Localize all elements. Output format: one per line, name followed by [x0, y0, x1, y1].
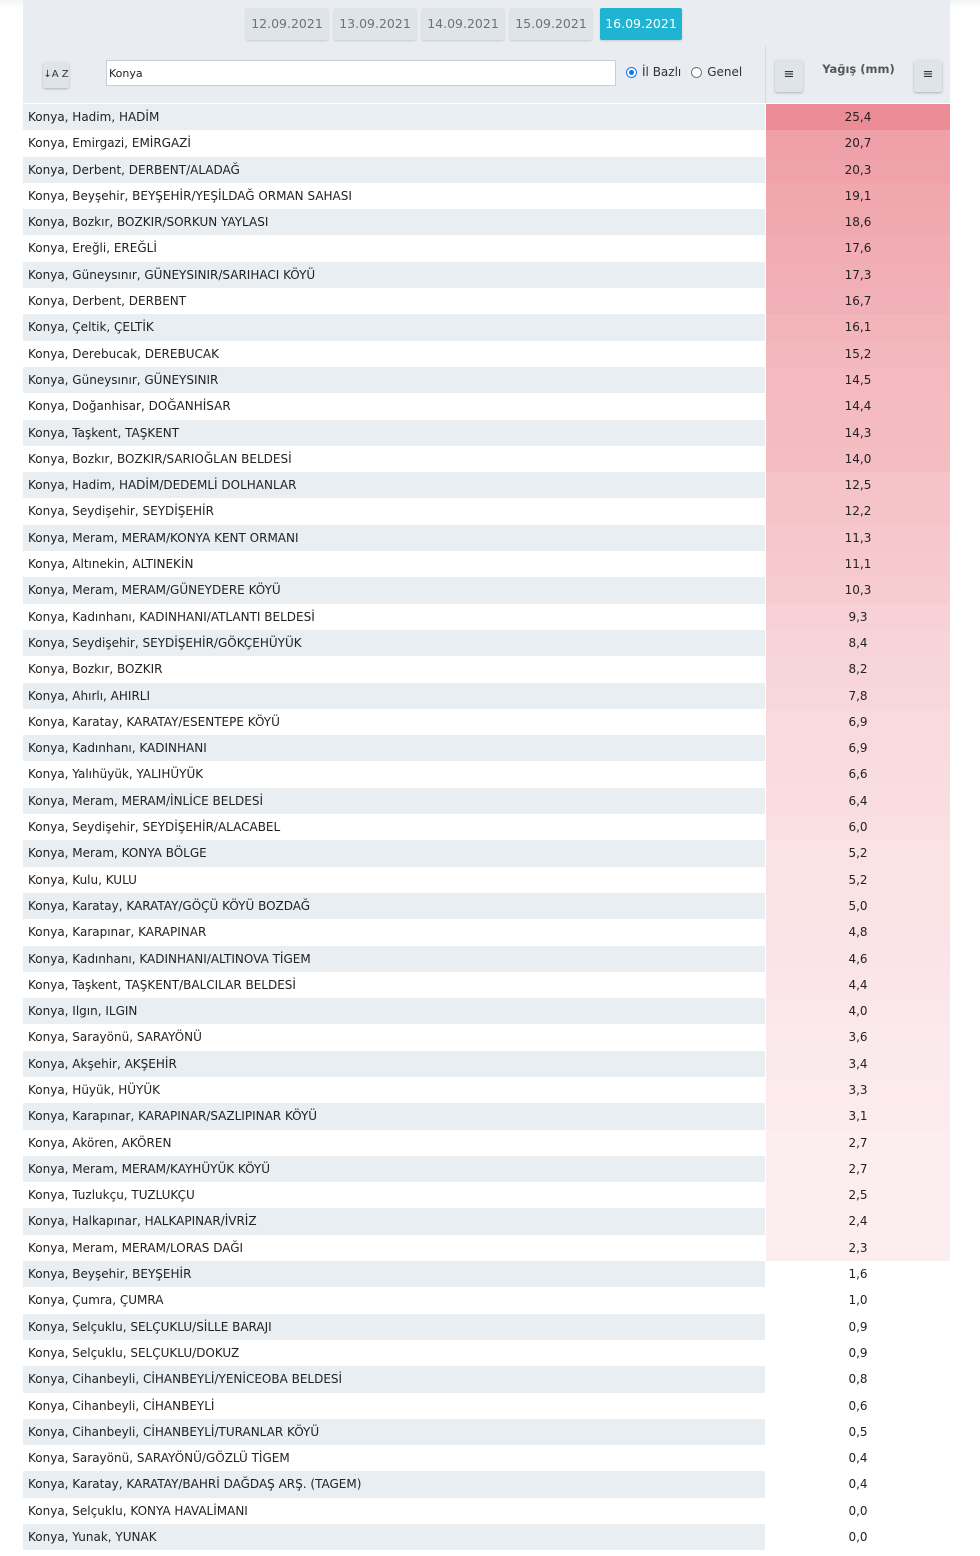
table-row[interactable]: [23, 1235, 950, 1261]
table-row[interactable]: [23, 1077, 950, 1103]
rainfall-value: 0,5: [765, 1419, 950, 1445]
station-name: Konya, Cihanbeyli, CİHANBEYLİ: [23, 1393, 765, 1419]
table-row[interactable]: [23, 446, 950, 472]
rainfall-value: 2,5: [765, 1182, 950, 1208]
station-name: Konya, Meram, MERAM/KONYA KENT ORMANI: [23, 525, 765, 551]
rainfall-value: 6,4: [765, 788, 950, 814]
rainfall-value: 20,3: [765, 157, 950, 183]
rainfall-value: 18,6: [765, 209, 950, 235]
station-name: Konya, Güneysınır, GÜNEYSINIR/SARIHACI KÖYÜ: [23, 262, 765, 288]
rainfall-value: 2,7: [765, 1130, 950, 1156]
rainfall-value: 8,2: [765, 656, 950, 682]
station-name: Konya, Akşehir, AKŞEHİR: [23, 1051, 765, 1077]
station-name: Konya, Karatay, KARATAY/BAHRİ DAĞDAŞ ARŞ. (TAGEM): [23, 1471, 765, 1497]
table-row[interactable]: [23, 1156, 950, 1182]
table-row[interactable]: [23, 498, 950, 524]
rainfall-value: 2,4: [765, 1208, 950, 1234]
table-row[interactable]: [23, 1419, 950, 1445]
search-input[interactable]: [106, 60, 616, 86]
table-row[interactable]: [23, 157, 950, 183]
rainfall-value: 0,9: [765, 1314, 950, 1340]
table-row[interactable]: [23, 1208, 950, 1234]
station-name: Konya, Ereğli, EREĞLİ: [23, 235, 765, 261]
table-row[interactable]: [23, 814, 950, 840]
station-name: Konya, Karapınar, KARAPINAR: [23, 919, 765, 945]
table-row[interactable]: [23, 367, 950, 393]
station-name: Konya, Yunak, YUNAK: [23, 1524, 765, 1550]
rainfall-value: 1,6: [765, 1261, 950, 1287]
rainfall-value: 14,5: [765, 367, 950, 393]
station-name: Konya, Bozkır, BOZKIR/SARIOĞLAN BELDESİ: [23, 446, 765, 472]
station-name: Konya, Doğanhisar, DOĞANHİSAR: [23, 393, 765, 419]
rainfall-value: 0,0: [765, 1524, 950, 1550]
station-name: Konya, Karapınar, KARAPINAR/SAZLIPINAR KÖYÜ: [23, 1103, 765, 1129]
station-name: Konya, Cihanbeyli, CİHANBEYLİ/TURANLAR KÖYÜ: [23, 1419, 765, 1445]
table-row[interactable]: [23, 1471, 950, 1497]
table-row[interactable]: [23, 1498, 950, 1524]
rainfall-value: 3,1: [765, 1103, 950, 1129]
value-column-title: Yağış (mm): [822, 62, 895, 76]
filter-controls: [23, 46, 950, 103]
station-name: Konya, Güneysınır, GÜNEYSINIR: [23, 367, 765, 393]
rainfall-value: 14,3: [765, 420, 950, 446]
station-name: Konya, Selçuklu, SELÇUKLU/SİLLE BARAJI: [23, 1314, 765, 1340]
station-name: Konya, Kulu, KULU: [23, 867, 765, 893]
rainfall-value: 11,3: [765, 525, 950, 551]
rainfall-value: 25,4: [765, 104, 950, 130]
station-name: Konya, Selçuklu, KONYA HAVALİMANI: [23, 1498, 765, 1524]
table-row[interactable]: [23, 1024, 950, 1050]
station-name: Konya, Taşkent, TAŞKENT/BALCILAR BELDESİ: [23, 972, 765, 998]
rainfall-value: 0,9: [765, 1340, 950, 1366]
rainfall-value: 4,4: [765, 972, 950, 998]
station-list: [23, 104, 950, 1550]
station-name: Konya, Meram, MERAM/GÜNEYDERE KÖYÜ: [23, 577, 765, 603]
station-name: Konya, Bozkır, BOZKIR/SORKUN YAYLASI: [23, 209, 765, 235]
rainfall-value: 16,7: [765, 288, 950, 314]
value-column-header: [765, 46, 951, 103]
sort-desc-icon: ≡: [783, 67, 795, 82]
table-row[interactable]: [23, 1287, 950, 1313]
table-row[interactable]: [23, 525, 950, 551]
station-name: Konya, Cihanbeyli, CİHANBEYLİ/YENİCEOBA BELDESİ: [23, 1366, 765, 1392]
table-row[interactable]: [23, 341, 950, 367]
rainfall-value: 20,7: [765, 130, 950, 156]
station-name: Konya, Hadim, HADİM: [23, 104, 765, 130]
station-name: Konya, Tuzlukçu, TUZLUKÇU: [23, 1182, 765, 1208]
table-row[interactable]: [23, 262, 950, 288]
rainfall-value: 16,1: [765, 314, 950, 340]
rainfall-value: 0,6: [765, 1393, 950, 1419]
rainfall-value: 6,9: [765, 735, 950, 761]
date-tab-4[interactable]: 15.09.2021: [510, 8, 592, 40]
rainfall-panel: [23, 0, 950, 1556]
station-name: Konya, Yalıhüyük, YALIHÜYÜK: [23, 761, 765, 787]
table-row[interactable]: [23, 209, 950, 235]
station-name: Konya, Taşkent, TAŞKENT: [23, 420, 765, 446]
table-row[interactable]: [23, 1051, 950, 1077]
station-name: Konya, Beyşehir, BEYŞEHİR: [23, 1261, 765, 1287]
table-row[interactable]: [23, 656, 950, 682]
rainfall-value: 3,4: [765, 1051, 950, 1077]
table-row[interactable]: [23, 709, 950, 735]
station-name: Konya, Selçuklu, SELÇUKLU/DOKUZ: [23, 1340, 765, 1366]
scope-radio-group: [626, 65, 752, 79]
table-row[interactable]: [23, 1445, 950, 1471]
rainfall-value: 3,3: [765, 1077, 950, 1103]
station-name: Konya, Seydişehir, SEYDİŞEHİR: [23, 498, 765, 524]
rainfall-value: 12,2: [765, 498, 950, 524]
rainfall-value: 12,5: [765, 472, 950, 498]
table-row[interactable]: [23, 1524, 950, 1550]
station-name: Konya, Kadınhanı, KADINHANI/ATLANTI BELDESİ: [23, 604, 765, 630]
station-name: Konya, Derbent, DERBENT/ALADAĞ: [23, 157, 765, 183]
rainfall-value: 8,4: [765, 630, 950, 656]
table-row[interactable]: [23, 788, 950, 814]
table-row[interactable]: [23, 314, 950, 340]
sort-bar-button[interactable]: [914, 60, 942, 92]
station-name: Konya, Seydişehir, SEYDİŞEHİR/GÖKÇEHÜYÜK: [23, 630, 765, 656]
table-row[interactable]: [23, 1103, 950, 1129]
station-name: Konya, Çeltik, ÇELTİK: [23, 314, 765, 340]
table-row[interactable]: [23, 235, 950, 261]
station-name: Konya, Seydişehir, SEYDİŞEHİR/ALACABEL: [23, 814, 765, 840]
rainfall-value: 5,2: [765, 867, 950, 893]
rainfall-value: 0,0: [765, 1498, 950, 1524]
table-row[interactable]: [23, 604, 950, 630]
radio-genel-label[interactable]: Genel: [707, 65, 743, 79]
table-row[interactable]: [23, 1130, 950, 1156]
station-name: Konya, Kadınhanı, KADINHANI: [23, 735, 765, 761]
table-row[interactable]: [23, 1314, 950, 1340]
table-row[interactable]: [23, 630, 950, 656]
sort-alpha-button[interactable]: [43, 62, 69, 88]
station-name: Konya, Ilgın, ILGIN: [23, 998, 765, 1024]
date-tab-3[interactable]: 14.09.2021: [422, 8, 504, 40]
station-name: Konya, Hadim, HADİM/DEDEMLİ DOLHANLAR: [23, 472, 765, 498]
table-row[interactable]: [23, 840, 950, 866]
table-row[interactable]: [23, 946, 950, 972]
table-row[interactable]: [23, 130, 950, 156]
station-name: Konya, Beyşehir, BEYŞEHİR/YEŞİLDAĞ ORMAN SAHASI: [23, 183, 765, 209]
rainfall-value: 0,4: [765, 1445, 950, 1471]
rainfall-value: 5,2: [765, 840, 950, 866]
rainfall-value: 11,1: [765, 551, 950, 577]
rainfall-value: 14,0: [765, 446, 950, 472]
table-row[interactable]: [23, 1366, 950, 1392]
table-row[interactable]: [23, 1261, 950, 1287]
rainfall-value: 6,0: [765, 814, 950, 840]
bar-chart-icon: ≡: [922, 67, 934, 82]
date-tab-5-active[interactable]: 16.09.2021: [600, 8, 682, 40]
station-name: Konya, Sarayönü, SARAYÖNÜ: [23, 1024, 765, 1050]
radio-il-bazli[interactable]: [626, 67, 637, 78]
rainfall-value: 1,0: [765, 1287, 950, 1313]
table-row[interactable]: [23, 683, 950, 709]
station-name: Konya, Meram, MERAM/İNLİCE BELDESİ: [23, 788, 765, 814]
station-name: Konya, Karatay, KARATAY/GÖÇÜ KÖYÜ BOZDAĞ: [23, 893, 765, 919]
date-tab-2[interactable]: 13.09.2021: [334, 8, 416, 40]
table-row[interactable]: [23, 183, 950, 209]
table-row[interactable]: [23, 1182, 950, 1208]
station-name: Konya, Emirgazi, EMİRGAZİ: [23, 130, 765, 156]
station-name: Konya, Ahırlı, AHIRLI: [23, 683, 765, 709]
station-name: Konya, Karatay, KARATAY/ESENTEPE KÖYÜ: [23, 709, 765, 735]
rainfall-value: 0,8: [765, 1366, 950, 1392]
table-row[interactable]: [23, 420, 950, 446]
rainfall-value: 14,4: [765, 393, 950, 419]
rainfall-value: 0,4: [765, 1471, 950, 1497]
station-name: Konya, Meram, KONYA BÖLGE: [23, 840, 765, 866]
station-name: Konya, Altınekin, ALTINEKİN: [23, 551, 765, 577]
rainfall-value: 5,0: [765, 893, 950, 919]
table-row[interactable]: [23, 1340, 950, 1366]
station-name: Konya, Hüyük, HÜYÜK: [23, 1077, 765, 1103]
station-name: Konya, Bozkır, BOZKIR: [23, 656, 765, 682]
table-row[interactable]: [23, 735, 950, 761]
rainfall-value: 17,3: [765, 262, 950, 288]
station-name: Konya, Akören, AKÖREN: [23, 1130, 765, 1156]
table-row[interactable]: [23, 551, 950, 577]
station-name: Konya, Meram, MERAM/KAYHÜYÜK KÖYÜ: [23, 1156, 765, 1182]
table-row[interactable]: [23, 1393, 950, 1419]
rainfall-value: 3,6: [765, 1024, 950, 1050]
rainfall-value: 17,6: [765, 235, 950, 261]
station-name: Konya, Meram, MERAM/LORAS DAĞI: [23, 1235, 765, 1261]
table-row[interactable]: [23, 919, 950, 945]
rainfall-value: 2,3: [765, 1235, 950, 1261]
rainfall-value: 2,7: [765, 1156, 950, 1182]
rainfall-value: 4,8: [765, 919, 950, 945]
station-name: Konya, Halkapınar, HALKAPINAR/İVRİZ: [23, 1208, 765, 1234]
table-row[interactable]: [23, 893, 950, 919]
station-name: Konya, Derbent, DERBENT: [23, 288, 765, 314]
station-name: Konya, Kadınhanı, KADINHANI/ALTINOVA TİGEM: [23, 946, 765, 972]
rainfall-value: 19,1: [765, 183, 950, 209]
rainfall-value: 4,0: [765, 998, 950, 1024]
table-row[interactable]: [23, 972, 950, 998]
station-name: Konya, Çumra, ÇUMRA: [23, 1287, 765, 1313]
table-row[interactable]: [23, 288, 950, 314]
station-name: Konya, Derebucak, DEREBUCAK: [23, 341, 765, 367]
table-row[interactable]: [23, 577, 950, 603]
rainfall-value: 15,2: [765, 341, 950, 367]
table-row[interactable]: [23, 393, 950, 419]
table-row[interactable]: [23, 472, 950, 498]
table-row[interactable]: [23, 761, 950, 787]
date-tabs-bar: [23, 0, 950, 46]
table-row[interactable]: [23, 104, 950, 130]
rainfall-value: 6,6: [765, 761, 950, 787]
rainfall-value: 7,8: [765, 683, 950, 709]
rainfall-value: 9,3: [765, 604, 950, 630]
date-tab-1[interactable]: 12.09.2021: [246, 8, 328, 40]
table-row[interactable]: [23, 867, 950, 893]
radio-genel[interactable]: [691, 67, 702, 78]
radio-il-bazli-label[interactable]: İl Bazlı: [642, 65, 682, 79]
rainfall-value: 6,9: [765, 709, 950, 735]
station-name: Konya, Sarayönü, SARAYÖNÜ/GÖZLÜ TİGEM: [23, 1445, 765, 1471]
sort-alpha-icon: ↓A Z: [43, 69, 69, 80]
rainfall-value: 4,6: [765, 946, 950, 972]
table-row[interactable]: [23, 998, 950, 1024]
rainfall-value: 10,3: [765, 577, 950, 603]
